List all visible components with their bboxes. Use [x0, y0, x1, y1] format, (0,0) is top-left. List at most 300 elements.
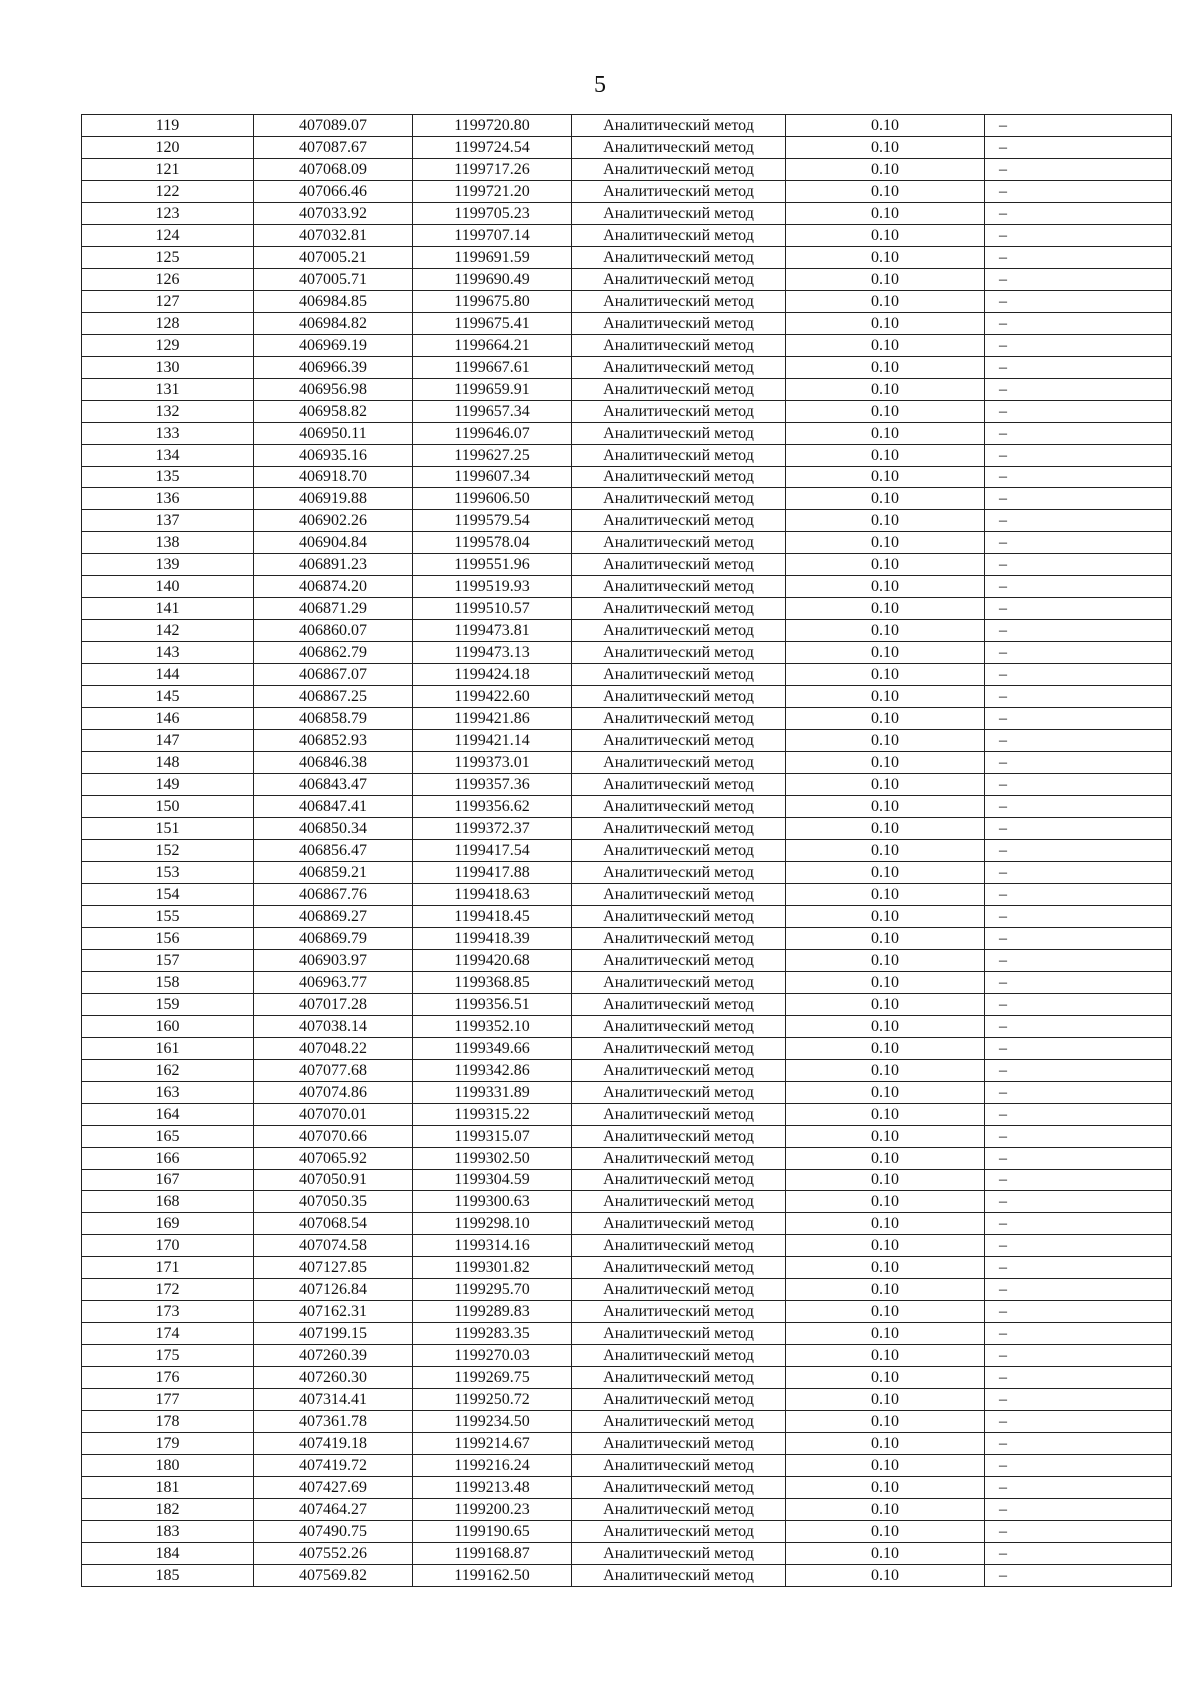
method-cell: Аналитический метод [572, 1367, 786, 1389]
table-row [82, 1455, 1172, 1477]
y-coordinate-cell: 1199368.85 [413, 971, 572, 993]
accuracy-cell: 0.10 [786, 1081, 985, 1103]
accuracy-cell: 0.10 [786, 488, 985, 510]
note-cell: – [985, 664, 1172, 686]
y-coordinate-cell: 1199357.36 [413, 774, 572, 796]
point-number-cell: 178 [82, 1411, 254, 1433]
accuracy-cell: 0.10 [786, 993, 985, 1015]
coordinates-table [81, 114, 1172, 1587]
point-number-cell: 126 [82, 268, 254, 290]
note-cell: – [985, 1542, 1172, 1564]
note-cell: – [985, 466, 1172, 488]
point-number-cell: 184 [82, 1542, 254, 1564]
y-coordinate-cell: 1199659.91 [413, 378, 572, 400]
table-row [82, 510, 1172, 532]
note-cell: – [985, 949, 1172, 971]
note-cell: – [985, 1411, 1172, 1433]
x-coordinate-cell: 407032.81 [254, 224, 413, 246]
point-number-cell: 140 [82, 576, 254, 598]
point-number-cell: 141 [82, 598, 254, 620]
x-coordinate-cell: 407126.84 [254, 1279, 413, 1301]
method-cell: Аналитический метод [572, 1235, 786, 1257]
note-cell: – [985, 971, 1172, 993]
table-row [82, 1542, 1172, 1564]
point-number-cell: 130 [82, 356, 254, 378]
note-cell: – [985, 444, 1172, 466]
accuracy-cell: 0.10 [786, 1169, 985, 1191]
accuracy-cell: 0.10 [786, 1213, 985, 1235]
note-cell: – [985, 730, 1172, 752]
x-coordinate-cell: 407199.15 [254, 1323, 413, 1345]
table-row [82, 1037, 1172, 1059]
point-number-cell: 174 [82, 1323, 254, 1345]
method-cell: Аналитический метод [572, 664, 786, 686]
method-cell: Аналитический метод [572, 1279, 786, 1301]
table-row [82, 1477, 1172, 1499]
point-number-cell: 151 [82, 818, 254, 840]
table-row [82, 1059, 1172, 1081]
y-coordinate-cell: 1199421.86 [413, 708, 572, 730]
point-number-cell: 138 [82, 532, 254, 554]
table-row [82, 1411, 1172, 1433]
y-coordinate-cell: 1199675.80 [413, 290, 572, 312]
y-coordinate-cell: 1199342.86 [413, 1059, 572, 1081]
method-cell: Аналитический метод [572, 993, 786, 1015]
accuracy-cell: 0.10 [786, 620, 985, 642]
point-number-cell: 160 [82, 1015, 254, 1037]
y-coordinate-cell: 1199349.66 [413, 1037, 572, 1059]
table-row [82, 1521, 1172, 1543]
x-coordinate-cell: 407314.41 [254, 1389, 413, 1411]
table-row [82, 576, 1172, 598]
point-number-cell: 179 [82, 1433, 254, 1455]
y-coordinate-cell: 1199667.61 [413, 356, 572, 378]
method-cell: Аналитический метод [572, 356, 786, 378]
y-coordinate-cell: 1199675.41 [413, 312, 572, 334]
method-cell: Аналитический метод [572, 1455, 786, 1477]
accuracy-cell: 0.10 [786, 1367, 985, 1389]
method-cell: Аналитический метод [572, 861, 786, 883]
method-cell: Аналитический метод [572, 774, 786, 796]
y-coordinate-cell: 1199657.34 [413, 400, 572, 422]
accuracy-cell: 0.10 [786, 1564, 985, 1586]
y-coordinate-cell: 1199250.72 [413, 1389, 572, 1411]
note-cell: – [985, 1477, 1172, 1499]
x-coordinate-cell: 406891.23 [254, 554, 413, 576]
point-number-cell: 139 [82, 554, 254, 576]
method-cell: Аналитический метод [572, 971, 786, 993]
table-row [82, 1345, 1172, 1367]
table-row [82, 444, 1172, 466]
point-number-cell: 175 [82, 1345, 254, 1367]
y-coordinate-cell: 1199691.59 [413, 246, 572, 268]
note-cell: – [985, 1499, 1172, 1521]
y-coordinate-cell: 1199331.89 [413, 1081, 572, 1103]
point-number-cell: 161 [82, 1037, 254, 1059]
note-cell: – [985, 752, 1172, 774]
x-coordinate-cell: 407038.14 [254, 1015, 413, 1037]
accuracy-cell: 0.10 [786, 642, 985, 664]
method-cell: Аналитический метод [572, 883, 786, 905]
note-cell: – [985, 1389, 1172, 1411]
note-cell: – [985, 1213, 1172, 1235]
y-coordinate-cell: 1199356.62 [413, 796, 572, 818]
table-row [82, 290, 1172, 312]
method-cell: Аналитический метод [572, 224, 786, 246]
method-cell: Аналитический метод [572, 949, 786, 971]
y-coordinate-cell: 1199724.54 [413, 136, 572, 158]
accuracy-cell: 0.10 [786, 730, 985, 752]
x-coordinate-cell: 407074.86 [254, 1081, 413, 1103]
y-coordinate-cell: 1199190.65 [413, 1521, 572, 1543]
accuracy-cell: 0.10 [786, 246, 985, 268]
accuracy-cell: 0.10 [786, 1323, 985, 1345]
y-coordinate-cell: 1199162.50 [413, 1564, 572, 1586]
table-row [82, 861, 1172, 883]
coordinates-table-body [82, 115, 1172, 1587]
accuracy-cell: 0.10 [786, 532, 985, 554]
method-cell: Аналитический метод [572, 1037, 786, 1059]
method-cell: Аналитический метод [572, 708, 786, 730]
method-cell: Аналитический метод [572, 1213, 786, 1235]
table-row [82, 664, 1172, 686]
table-row [82, 774, 1172, 796]
point-number-cell: 164 [82, 1103, 254, 1125]
table-row [82, 246, 1172, 268]
accuracy-cell: 0.10 [786, 312, 985, 334]
method-cell: Аналитический метод [572, 642, 786, 664]
y-coordinate-cell: 1199707.14 [413, 224, 572, 246]
accuracy-cell: 0.10 [786, 949, 985, 971]
point-number-cell: 156 [82, 927, 254, 949]
method-cell: Аналитический метод [572, 730, 786, 752]
point-number-cell: 169 [82, 1213, 254, 1235]
point-number-cell: 137 [82, 510, 254, 532]
method-cell: Аналитический метод [572, 796, 786, 818]
y-coordinate-cell: 1199664.21 [413, 334, 572, 356]
accuracy-cell: 0.10 [786, 334, 985, 356]
point-number-cell: 154 [82, 883, 254, 905]
note-cell: – [985, 400, 1172, 422]
method-cell: Аналитический метод [572, 510, 786, 532]
accuracy-cell: 0.10 [786, 268, 985, 290]
y-coordinate-cell: 1199372.37 [413, 818, 572, 840]
y-coordinate-cell: 1199298.10 [413, 1213, 572, 1235]
accuracy-cell: 0.10 [786, 158, 985, 180]
table-row [82, 730, 1172, 752]
point-number-cell: 144 [82, 664, 254, 686]
x-coordinate-cell: 407074.58 [254, 1235, 413, 1257]
y-coordinate-cell: 1199269.75 [413, 1367, 572, 1389]
method-cell: Аналитический метод [572, 752, 786, 774]
point-number-cell: 119 [82, 115, 254, 137]
x-coordinate-cell: 406852.93 [254, 730, 413, 752]
accuracy-cell: 0.10 [786, 1279, 985, 1301]
y-coordinate-cell: 1199315.07 [413, 1125, 572, 1147]
y-coordinate-cell: 1199551.96 [413, 554, 572, 576]
method-cell: Аналитический метод [572, 554, 786, 576]
table-row [82, 708, 1172, 730]
point-number-cell: 163 [82, 1081, 254, 1103]
table-row [82, 334, 1172, 356]
method-cell: Аналитический метод [572, 488, 786, 510]
x-coordinate-cell: 407127.85 [254, 1257, 413, 1279]
accuracy-cell: 0.10 [786, 356, 985, 378]
method-cell: Аналитический метод [572, 1125, 786, 1147]
note-cell: – [985, 1235, 1172, 1257]
y-coordinate-cell: 1199304.59 [413, 1169, 572, 1191]
note-cell: – [985, 1081, 1172, 1103]
method-cell: Аналитический метод [572, 312, 786, 334]
x-coordinate-cell: 406847.41 [254, 796, 413, 818]
x-coordinate-cell: 406846.38 [254, 752, 413, 774]
note-cell: – [985, 334, 1172, 356]
x-coordinate-cell: 406918.70 [254, 466, 413, 488]
point-number-cell: 158 [82, 971, 254, 993]
note-cell: – [985, 1037, 1172, 1059]
note-cell: – [985, 883, 1172, 905]
y-coordinate-cell: 1199356.51 [413, 993, 572, 1015]
accuracy-cell: 0.10 [786, 796, 985, 818]
method-cell: Аналитический метод [572, 444, 786, 466]
note-cell: – [985, 378, 1172, 400]
note-cell: – [985, 1059, 1172, 1081]
x-coordinate-cell: 407033.92 [254, 202, 413, 224]
table-row [82, 1301, 1172, 1323]
accuracy-cell: 0.10 [786, 1059, 985, 1081]
method-cell: Аналитический метод [572, 115, 786, 137]
point-number-cell: 149 [82, 774, 254, 796]
accuracy-cell: 0.10 [786, 1389, 985, 1411]
table-row [82, 1257, 1172, 1279]
accuracy-cell: 0.10 [786, 202, 985, 224]
note-cell: – [985, 356, 1172, 378]
method-cell: Аналитический метод [572, 246, 786, 268]
method-cell: Аналитический метод [572, 598, 786, 620]
method-cell: Аналитический метод [572, 1389, 786, 1411]
note-cell: – [985, 927, 1172, 949]
page-number: 5 [594, 72, 606, 98]
method-cell: Аналитический метод [572, 268, 786, 290]
accuracy-cell: 0.10 [786, 1499, 985, 1521]
note-cell: – [985, 1521, 1172, 1543]
table-row [82, 1279, 1172, 1301]
method-cell: Аналитический метод [572, 422, 786, 444]
table-row [82, 1015, 1172, 1037]
x-coordinate-cell: 407552.26 [254, 1542, 413, 1564]
y-coordinate-cell: 1199473.81 [413, 620, 572, 642]
note-cell: – [985, 1257, 1172, 1279]
x-coordinate-cell: 407260.39 [254, 1345, 413, 1367]
note-cell: – [985, 818, 1172, 840]
x-coordinate-cell: 407464.27 [254, 1499, 413, 1521]
accuracy-cell: 0.10 [786, 422, 985, 444]
note-cell: – [985, 1433, 1172, 1455]
table-row [82, 993, 1172, 1015]
y-coordinate-cell: 1199417.54 [413, 839, 572, 861]
table-row [82, 1433, 1172, 1455]
x-coordinate-cell: 406969.19 [254, 334, 413, 356]
table-row [82, 356, 1172, 378]
y-coordinate-cell: 1199314.16 [413, 1235, 572, 1257]
note-cell: – [985, 158, 1172, 180]
method-cell: Аналитический метод [572, 202, 786, 224]
table-row [82, 1323, 1172, 1345]
table-row [82, 466, 1172, 488]
point-number-cell: 123 [82, 202, 254, 224]
y-coordinate-cell: 1199214.67 [413, 1433, 572, 1455]
x-coordinate-cell: 406904.84 [254, 532, 413, 554]
note-cell: – [985, 202, 1172, 224]
method-cell: Аналитический метод [572, 1499, 786, 1521]
note-cell: – [985, 312, 1172, 334]
x-coordinate-cell: 406919.88 [254, 488, 413, 510]
method-cell: Аналитический метод [572, 905, 786, 927]
point-number-cell: 124 [82, 224, 254, 246]
accuracy-cell: 0.10 [786, 708, 985, 730]
accuracy-cell: 0.10 [786, 905, 985, 927]
x-coordinate-cell: 407427.69 [254, 1477, 413, 1499]
method-cell: Аналитический метод [572, 1147, 786, 1169]
table-row [82, 796, 1172, 818]
method-cell: Аналитический метод [572, 927, 786, 949]
note-cell: – [985, 1301, 1172, 1323]
note-cell: – [985, 620, 1172, 642]
x-coordinate-cell: 406860.07 [254, 620, 413, 642]
x-coordinate-cell: 407490.75 [254, 1521, 413, 1543]
x-coordinate-cell: 406984.82 [254, 312, 413, 334]
note-cell: – [985, 115, 1172, 137]
table-row [82, 927, 1172, 949]
y-coordinate-cell: 1199607.34 [413, 466, 572, 488]
point-number-cell: 147 [82, 730, 254, 752]
x-coordinate-cell: 407068.09 [254, 158, 413, 180]
x-coordinate-cell: 407070.66 [254, 1125, 413, 1147]
point-number-cell: 128 [82, 312, 254, 334]
point-number-cell: 155 [82, 905, 254, 927]
y-coordinate-cell: 1199721.20 [413, 180, 572, 202]
accuracy-cell: 0.10 [786, 1125, 985, 1147]
accuracy-cell: 0.10 [786, 1015, 985, 1037]
accuracy-cell: 0.10 [786, 554, 985, 576]
x-coordinate-cell: 407068.54 [254, 1213, 413, 1235]
accuracy-cell: 0.10 [786, 1477, 985, 1499]
point-number-cell: 185 [82, 1564, 254, 1586]
method-cell: Аналитический метод [572, 1542, 786, 1564]
accuracy-cell: 0.10 [786, 686, 985, 708]
method-cell: Аналитический метод [572, 400, 786, 422]
point-number-cell: 172 [82, 1279, 254, 1301]
method-cell: Аналитический метод [572, 620, 786, 642]
y-coordinate-cell: 1199200.23 [413, 1499, 572, 1521]
method-cell: Аналитический метод [572, 839, 786, 861]
method-cell: Аналитический метод [572, 1433, 786, 1455]
point-number-cell: 182 [82, 1499, 254, 1521]
y-coordinate-cell: 1199720.80 [413, 115, 572, 137]
x-coordinate-cell: 407077.68 [254, 1059, 413, 1081]
note-cell: – [985, 510, 1172, 532]
table-row [82, 642, 1172, 664]
point-number-cell: 148 [82, 752, 254, 774]
accuracy-cell: 0.10 [786, 1345, 985, 1367]
method-cell: Аналитический метод [572, 1564, 786, 1586]
x-coordinate-cell: 406963.77 [254, 971, 413, 993]
table-row [82, 202, 1172, 224]
y-coordinate-cell: 1199717.26 [413, 158, 572, 180]
y-coordinate-cell: 1199627.25 [413, 444, 572, 466]
point-number-cell: 157 [82, 949, 254, 971]
accuracy-cell: 0.10 [786, 883, 985, 905]
x-coordinate-cell: 407361.78 [254, 1411, 413, 1433]
point-number-cell: 152 [82, 839, 254, 861]
table-row [82, 1169, 1172, 1191]
method-cell: Аналитический метод [572, 378, 786, 400]
note-cell: – [985, 1103, 1172, 1125]
accuracy-cell: 0.10 [786, 1542, 985, 1564]
y-coordinate-cell: 1199289.83 [413, 1301, 572, 1323]
x-coordinate-cell: 407087.67 [254, 136, 413, 158]
point-number-cell: 127 [82, 290, 254, 312]
table-row [82, 598, 1172, 620]
x-coordinate-cell: 407419.72 [254, 1455, 413, 1477]
point-number-cell: 183 [82, 1521, 254, 1543]
method-cell: Аналитический метод [572, 1169, 786, 1191]
accuracy-cell: 0.10 [786, 774, 985, 796]
note-cell: – [985, 1169, 1172, 1191]
accuracy-cell: 0.10 [786, 1147, 985, 1169]
x-coordinate-cell: 407050.91 [254, 1169, 413, 1191]
note-cell: – [985, 905, 1172, 927]
x-coordinate-cell: 406867.76 [254, 883, 413, 905]
note-cell: – [985, 268, 1172, 290]
note-cell: – [985, 180, 1172, 202]
y-coordinate-cell: 1199424.18 [413, 664, 572, 686]
y-coordinate-cell: 1199295.70 [413, 1279, 572, 1301]
table-row [82, 1499, 1172, 1521]
table-row [82, 971, 1172, 993]
table-row [82, 620, 1172, 642]
accuracy-cell: 0.10 [786, 1411, 985, 1433]
x-coordinate-cell: 407005.71 [254, 268, 413, 290]
x-coordinate-cell: 406859.21 [254, 861, 413, 883]
point-number-cell: 181 [82, 1477, 254, 1499]
accuracy-cell: 0.10 [786, 1103, 985, 1125]
note-cell: – [985, 839, 1172, 861]
x-coordinate-cell: 407162.31 [254, 1301, 413, 1323]
note-cell: – [985, 993, 1172, 1015]
note-cell: – [985, 1147, 1172, 1169]
y-coordinate-cell: 1199216.24 [413, 1455, 572, 1477]
note-cell: – [985, 598, 1172, 620]
table-row [82, 1389, 1172, 1411]
point-number-cell: 171 [82, 1257, 254, 1279]
x-coordinate-cell: 406869.79 [254, 927, 413, 949]
point-number-cell: 146 [82, 708, 254, 730]
y-coordinate-cell: 1199234.50 [413, 1411, 572, 1433]
point-number-cell: 132 [82, 400, 254, 422]
accuracy-cell: 0.10 [786, 136, 985, 158]
x-coordinate-cell: 406867.25 [254, 686, 413, 708]
x-coordinate-cell: 406956.98 [254, 378, 413, 400]
accuracy-cell: 0.10 [786, 115, 985, 137]
accuracy-cell: 0.10 [786, 971, 985, 993]
x-coordinate-cell: 406843.47 [254, 774, 413, 796]
point-number-cell: 173 [82, 1301, 254, 1323]
x-coordinate-cell: 407050.35 [254, 1191, 413, 1213]
accuracy-cell: 0.10 [786, 1301, 985, 1323]
method-cell: Аналитический метод [572, 686, 786, 708]
y-coordinate-cell: 1199418.45 [413, 905, 572, 927]
